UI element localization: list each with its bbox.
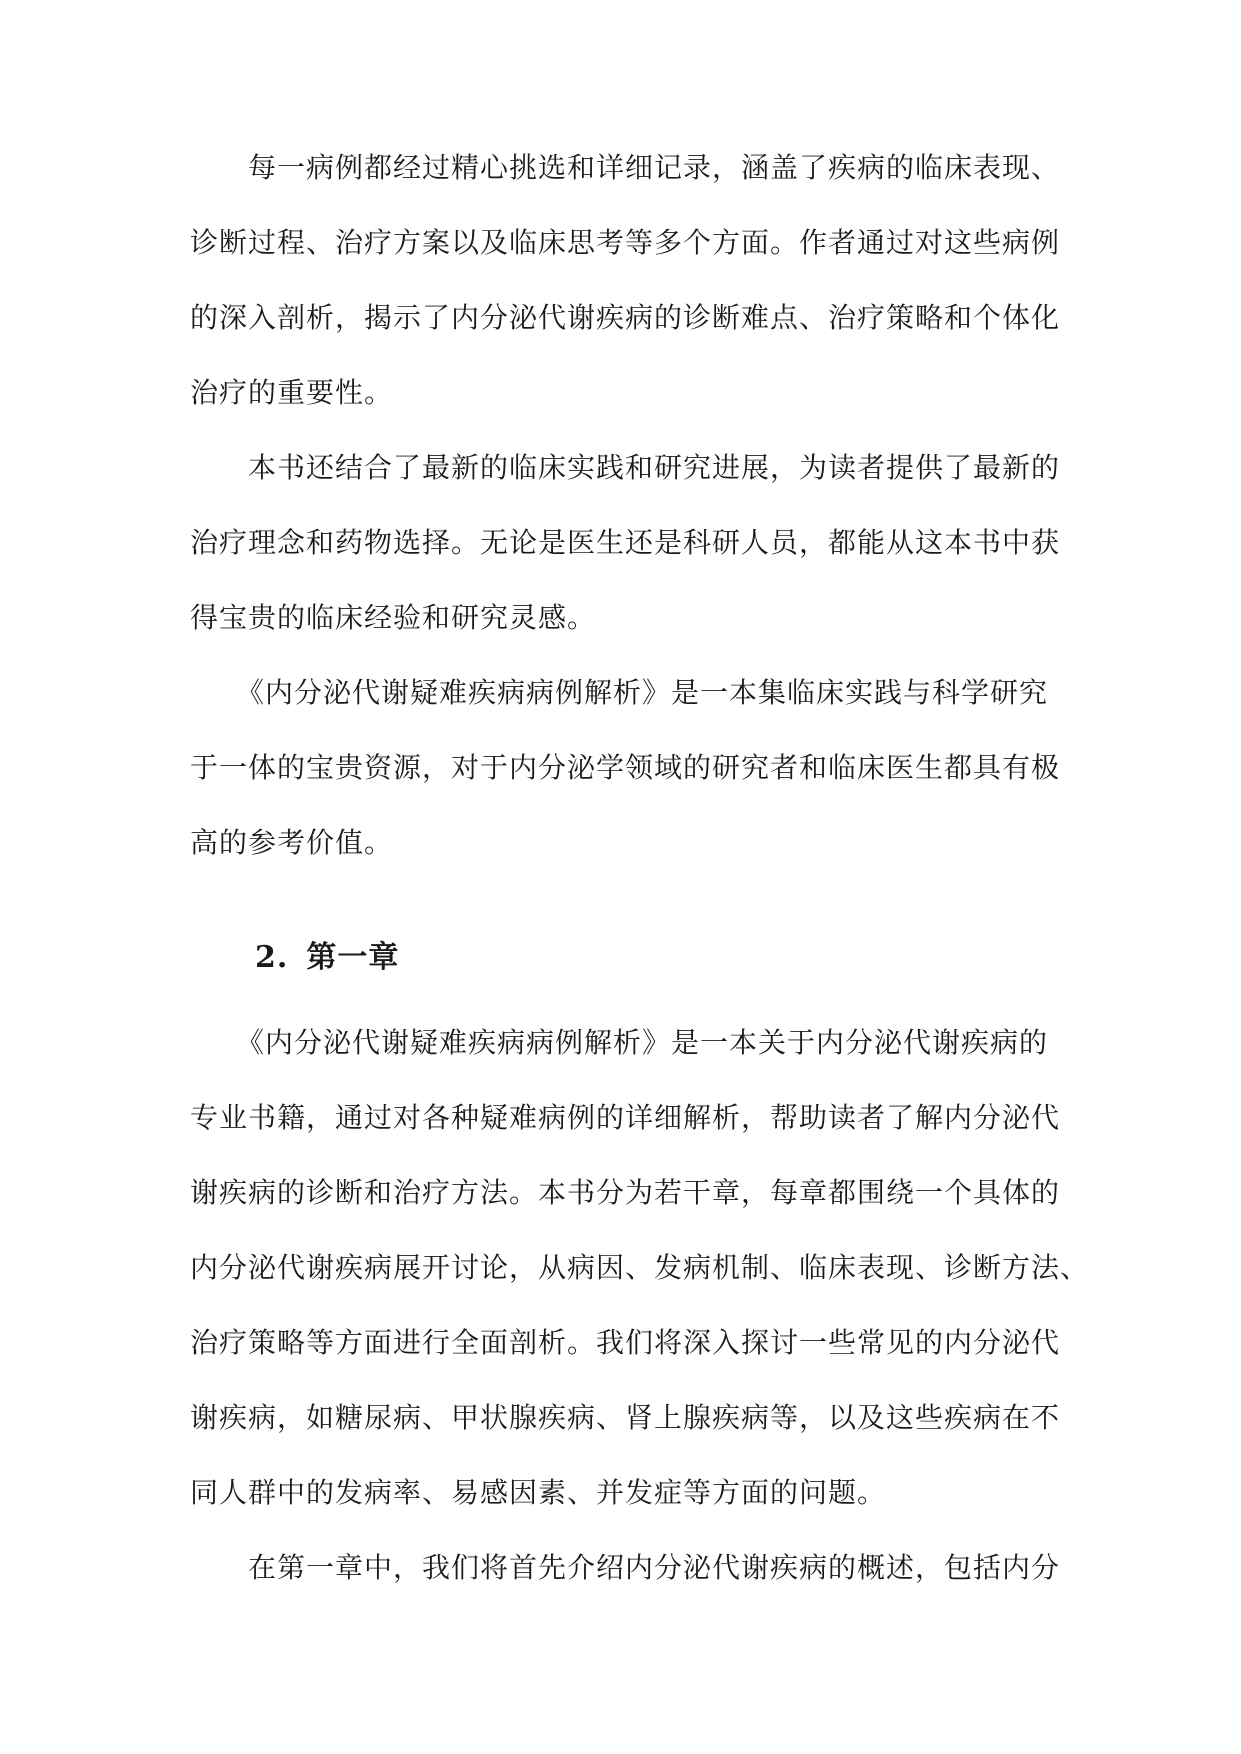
text-line: 《内分泌代谢疑难疾病病例解析》是一本关于内分泌代谢疾病的 xyxy=(236,1026,1049,1059)
intro-paragraph-3 xyxy=(190,655,1060,880)
text-line: 内分泌代谢疾病展开讨论，从病因、发病机制、临床表现、诊断方法、 xyxy=(190,1251,1090,1284)
chapter-body xyxy=(190,1005,1090,1605)
text-line: 谢疾病的诊断和治疗方法。本书分为若干章，每章都围绕一个具体的 xyxy=(190,1176,1061,1209)
text-line: 《内分泌代谢疑难疾病病例解析》是一本集临床实践与科学研究 xyxy=(236,676,1049,709)
chapter-title: 第一章 xyxy=(306,940,400,975)
text-line: 每一病例都经过精心挑选和详细记录，涵盖了疾病的临床表现、 xyxy=(248,151,1061,184)
text-line: 于一体的宝贵资源，对于内分泌学领域的研究者和临床医生都具有极 xyxy=(190,751,1061,784)
text-line: 同人群中的发病率、易感因素、并发症等方面的问题。 xyxy=(190,1476,887,1509)
text-line: 治疗理念和药物选择。无论是医生还是科研人员，都能从这本书中获 xyxy=(190,526,1061,559)
text-line: 高的参考价值。 xyxy=(190,826,394,859)
text-line: 谢疾病，如糖尿病、甲状腺疾病、肾上腺疾病等，以及这些疾病在不 xyxy=(190,1401,1061,1434)
intro-paragraph-1 xyxy=(190,130,1060,430)
text-line: 诊断过程、治疗方案以及临床思考等多个方面。作者通过对这些病例 xyxy=(190,226,1061,259)
text-line: 专业书籍，通过对各种疑难病例的详细解析，帮助读者了解内分泌代 xyxy=(190,1101,1061,1134)
chapter-paragraph-1 xyxy=(190,1005,1090,1530)
text-line: 的深入剖析，揭示了内分泌代谢疾病的诊断难点、治疗策略和个体化 xyxy=(190,301,1061,334)
text-line: 得宝贵的临床经验和研究灵感。 xyxy=(190,601,597,634)
chapter-number: 2. xyxy=(255,940,289,975)
text-line: 在第一章中，我们将首先介绍内分泌代谢疾病的概述，包括内分 xyxy=(248,1551,1061,1584)
chapter-paragraph-2 xyxy=(190,1530,1060,1605)
intro-section xyxy=(190,130,1060,880)
text-line: 本书还结合了最新的临床实践和研究进展，为读者提供了最新的 xyxy=(248,451,1061,484)
chapter-heading xyxy=(255,938,399,978)
intro-paragraph-2 xyxy=(190,430,1060,655)
text-line: 治疗的重要性。 xyxy=(190,376,394,409)
text-line: 治疗策略等方面进行全面剖析。我们将深入探讨一些常见的内分泌代 xyxy=(190,1326,1061,1359)
